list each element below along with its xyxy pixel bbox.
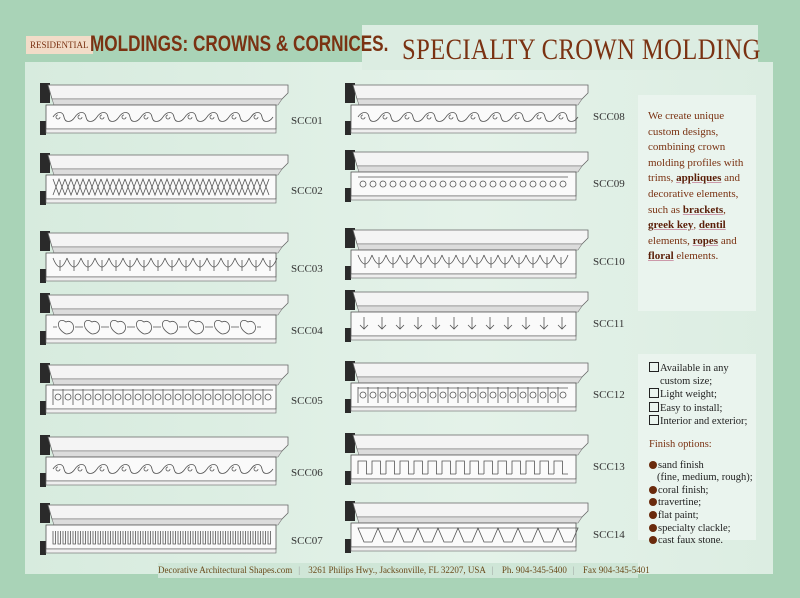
description-text: We create unique custom designs, combining crown molding profiles with trims, appliques and decorative elements, such as brackets, greek key, dentil elements, ropes and floral elements.: [648, 110, 744, 263]
ornament-band: [351, 523, 576, 547]
molding-end-cap: [345, 399, 351, 413]
crown-cove: [357, 449, 582, 455]
crown-profile: [48, 295, 288, 309]
bullet-icon: [649, 461, 657, 469]
molding-code: SCC11: [593, 318, 625, 330]
ornament-band: [46, 105, 276, 129]
crown-profile: [353, 152, 588, 166]
finish-item: flat paint;: [649, 510, 756, 523]
checkbox-icon: [649, 362, 659, 372]
crown-cove: [52, 247, 282, 253]
page-title: SPECIALTY CROWN MOLDING: [402, 33, 761, 66]
molding-end-cap: [40, 473, 46, 487]
ornament-band: [351, 383, 576, 407]
crown-profile: [48, 155, 288, 169]
footer-site[interactable]: Decorative Architectural Shapes.com: [158, 565, 293, 575]
molding-profile-illustration: [345, 150, 590, 206]
crown-cove: [357, 99, 582, 105]
molding-end-cap: [40, 191, 46, 205]
bottom-trim: [46, 199, 276, 203]
checkbox-icon: [649, 402, 659, 412]
footer-phone: Ph. 904-345-5400: [501, 565, 567, 575]
checkbox-icon: [649, 415, 659, 425]
molding-end-cap: [40, 331, 46, 345]
bottom-trim: [351, 479, 576, 483]
molding-end-cap: [345, 471, 351, 485]
finish-list: [649, 460, 756, 548]
molding-end-cap: [40, 269, 46, 283]
bottom-trim: [46, 481, 276, 485]
molding-end-cap: [40, 401, 46, 415]
crown-profile: [353, 85, 588, 99]
molding-scc08[interactable]: [345, 83, 590, 139]
crown-cove: [357, 377, 582, 383]
bottom-trim: [46, 277, 276, 281]
crown-profile: [353, 363, 588, 377]
bullet-icon: [649, 486, 657, 494]
molding-scc03[interactable]: [40, 231, 290, 287]
crown-cove: [52, 519, 282, 525]
link-brackets[interactable]: brackets: [682, 203, 724, 216]
molding-end-cap: [345, 121, 351, 135]
molding-scc04[interactable]: [40, 293, 290, 349]
crown-cove: [357, 306, 582, 312]
molding-profile-illustration: [345, 361, 590, 417]
molding-code: SCC09: [593, 178, 625, 190]
footer-address: 3261 Philips Hwy., Jacksonville, FL 32207, USA: [308, 565, 486, 575]
crown-profile: [48, 505, 288, 519]
molding-scc14[interactable]: [345, 501, 590, 557]
ornament-band: [351, 105, 576, 129]
ornament-band: [351, 172, 576, 196]
molding-scc01[interactable]: [40, 83, 290, 139]
molding-code: SCC04: [291, 325, 323, 337]
bottom-trim: [351, 274, 576, 278]
crown-profile: [48, 365, 288, 379]
molding-code: SCC14: [593, 529, 625, 541]
crown-profile: [353, 292, 588, 306]
molding-profile-illustration: [40, 435, 290, 491]
finish-heading: Finish options:: [649, 438, 712, 450]
molding-end-cap: [40, 541, 46, 555]
molding-profile-illustration: [345, 290, 590, 346]
molding-code: SCC13: [593, 461, 625, 473]
molding-code: SCC08: [593, 111, 625, 123]
molding-profile-illustration: [40, 363, 290, 419]
feature-item: Light weight;: [649, 388, 756, 402]
footer-fax: Fax 904-345-5401: [582, 565, 650, 575]
molding-scc10[interactable]: [345, 228, 590, 284]
ornament-band: [46, 457, 276, 481]
bottom-trim: [46, 409, 276, 413]
crown-profile: [353, 230, 588, 244]
molding-scc13[interactable]: [345, 433, 590, 489]
bullet-icon: [649, 536, 657, 544]
molding-scc11[interactable]: [345, 290, 590, 346]
crown-profile: [48, 233, 288, 247]
crown-cove: [357, 244, 582, 250]
molding-profile-illustration: [40, 503, 290, 559]
residential-badge: RESIDENTIAL: [26, 36, 93, 54]
molding-profile-illustration: [40, 231, 290, 287]
link-appliques[interactable]: appliques: [676, 172, 722, 185]
crown-cove: [52, 99, 282, 105]
description-box: [638, 95, 756, 311]
crown-cove: [52, 309, 282, 315]
molding-profile-illustration: [345, 433, 590, 489]
molding-profile-illustration: [40, 153, 290, 209]
crown-cove: [52, 169, 282, 175]
molding-scc09[interactable]: [345, 150, 590, 206]
crown-cove: [357, 166, 582, 172]
ornament-band: [351, 250, 576, 274]
bullet-icon: [649, 498, 657, 506]
ornament-band: [351, 312, 576, 336]
feature-item: Available in any: [649, 362, 756, 376]
crown-profile: [48, 85, 288, 99]
molding-profile-illustration: [40, 293, 290, 349]
crown-cove: [52, 379, 282, 385]
molding-end-cap: [345, 328, 351, 342]
link-greek-key[interactable]: greek key: [648, 219, 694, 232]
bottom-trim: [46, 339, 276, 343]
molding-scc07[interactable]: [40, 503, 290, 559]
bottom-trim: [46, 129, 276, 133]
bottom-trim: [351, 196, 576, 200]
molding-end-cap: [345, 539, 351, 553]
molding-code: SCC05: [291, 395, 323, 407]
molding-scc05[interactable]: [40, 363, 290, 419]
molding-code: SCC06: [291, 467, 323, 479]
bottom-trim: [46, 549, 276, 553]
category-title: MOLDINGS: CROWNS & CORNICES.: [90, 31, 389, 56]
bottom-trim: [351, 547, 576, 551]
molding-profile-illustration: [40, 83, 290, 139]
bullet-icon: [649, 524, 657, 532]
finish-item: travertine;: [649, 497, 756, 510]
crown-profile: [48, 437, 288, 451]
ornament-band: [351, 455, 576, 479]
checkbox-icon: [649, 388, 659, 398]
molding-profile-illustration: [345, 501, 590, 557]
features-list: [649, 362, 756, 429]
finish-item: cast faux stone.: [649, 535, 756, 548]
link-ropes[interactable]: ropes: [692, 234, 719, 247]
molding-code: SCC03: [291, 263, 323, 275]
bullet-icon: [649, 511, 657, 519]
molding-code: SCC12: [593, 389, 625, 401]
molding-end-cap: [345, 266, 351, 280]
molding-code: SCC01: [291, 115, 323, 127]
footer: Decorative Architectural Shapes.com | 3261 Philips Hwy., Jacksonville, FL 32207, USA | Ph. 904-345-5400 | Fax 904-345-5401: [158, 563, 638, 578]
molding-code: SCC07: [291, 535, 323, 547]
link-floral[interactable]: floral: [648, 250, 674, 263]
molding-scc02[interactable]: [40, 153, 290, 209]
features-box: [638, 354, 756, 547]
molding-code: SCC10: [593, 256, 625, 268]
crown-cove: [357, 517, 582, 523]
bottom-trim: [351, 407, 576, 411]
bottom-trim: [351, 336, 576, 340]
crown-profile: [353, 503, 588, 517]
crown-cove: [52, 451, 282, 457]
feature-item: custom size;: [660, 375, 713, 387]
finish-item: (fine, medium, rough);: [657, 472, 753, 484]
crown-profile: [353, 435, 588, 449]
molding-end-cap: [345, 188, 351, 202]
molding-scc12[interactable]: [345, 361, 590, 417]
molding-code: SCC02: [291, 185, 323, 197]
finish-item: coral finish;: [649, 485, 756, 498]
molding-profile-illustration: [345, 228, 590, 284]
molding-scc06[interactable]: [40, 435, 290, 491]
molding-profile-illustration: [345, 83, 590, 139]
bottom-trim: [351, 129, 576, 133]
link-dentil[interactable]: dentil: [698, 219, 726, 232]
ornament-band: [46, 175, 276, 199]
finish-item: sand finish: [649, 460, 756, 473]
molding-end-cap: [40, 121, 46, 135]
feature-item: Interior and exterior;: [649, 415, 756, 429]
finish-item: specialty clackle;: [649, 523, 756, 536]
feature-item: Easy to install;: [649, 402, 756, 416]
